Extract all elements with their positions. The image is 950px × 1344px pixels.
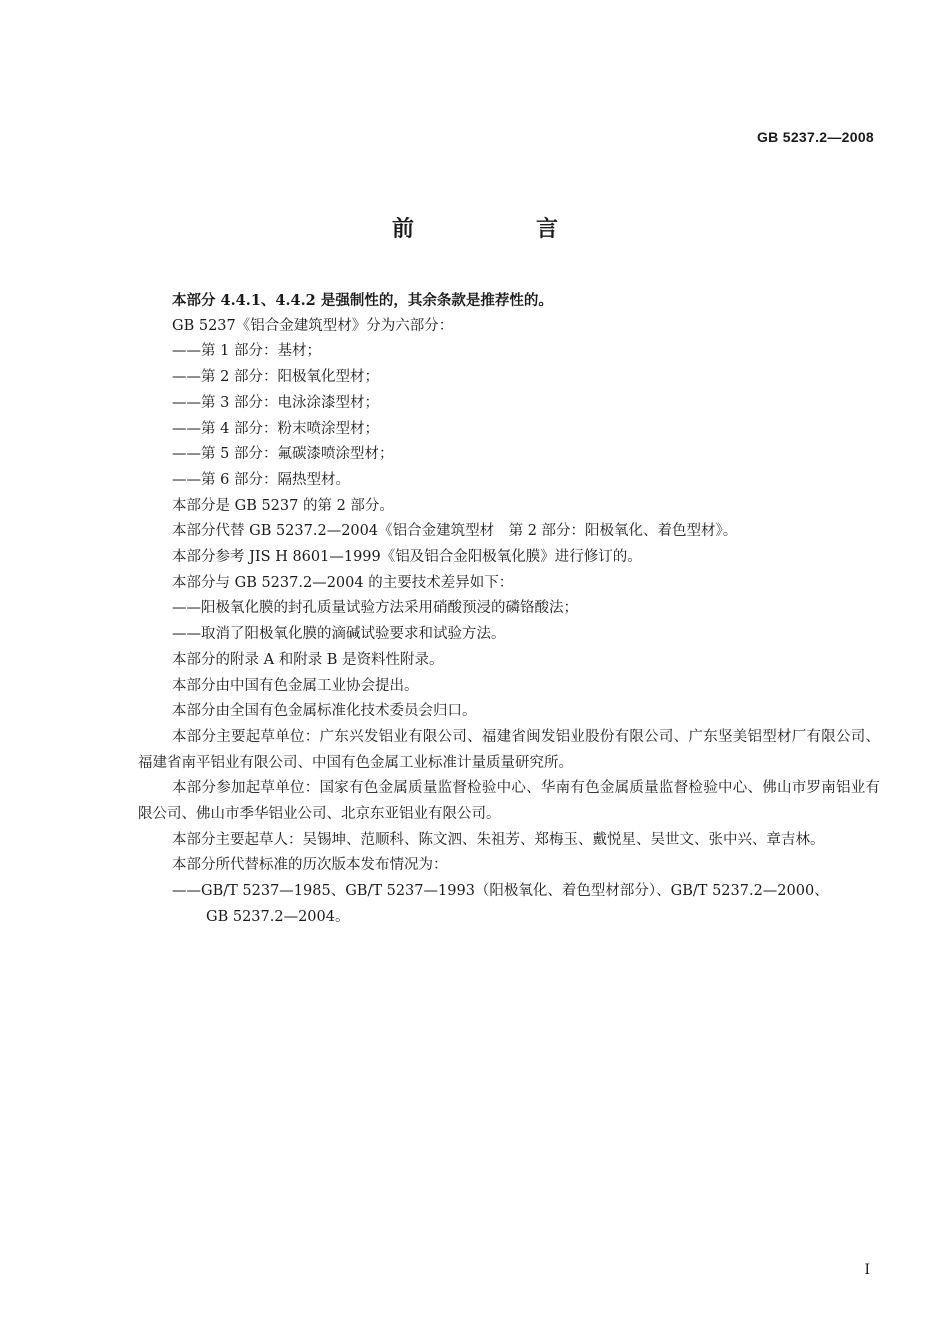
list-item-part-1: ——第 1 部分：基材； [172, 343, 321, 360]
list-item-difference-2: ——取消了阳极氧化膜的滴碱试验要求和试验方法。 [172, 626, 506, 643]
list-item-part-6: ——第 6 部分：隔热型材。 [172, 471, 350, 488]
history-line-1: ——GB/T 5237—1985、GB/T 5237—1993（阳极氧化、着色型材部分）、GB/T 5237.2—2000、 [172, 883, 829, 900]
paragraph-annexes: 本部分的附录 A 和附录 B 是资料性附录。 [172, 651, 444, 668]
paragraph-reference: 本部分参考 JIS H 8601—1999《铝及铝合金阳极氧化膜》进行修订的。 [172, 549, 642, 566]
paragraph-main-drafting-units: 本部分主要起草单位：广东兴发铝业有限公司、福建省闽发铝业股份有限公司、广东坚美铝型材厂有限公司、福建省南平铝业有限公司、中国有色金属工业标准计量质量研究所。 [138, 728, 880, 771]
paragraph-main-drafters: 本部分主要起草人：吴锡坤、范顺科、陈文泗、朱祖芳、郑梅玉、戴悦星、吴世文、张中兴、章吉林。 [172, 831, 825, 848]
list-item-part-2: ——第 2 部分：阳极氧化型材； [172, 369, 379, 386]
paragraph-this-part: 本部分是 GB 5237 的第 2 部分。 [172, 497, 394, 514]
paragraph-history-intro: 本部分所代替标准的历次版本发布情况为： [172, 857, 448, 874]
foreword-body [138, 288, 880, 931]
history-list-item [138, 879, 880, 930]
history-line-2: GB 5237.2—2004。 [206, 908, 350, 925]
paragraph-parts-intro: GB 5237《铝合金建筑型材》分为六部分： [172, 317, 454, 334]
list-item-part-5: ——第 5 部分：氟碳漆喷涂型材； [172, 446, 394, 463]
standard-code: GB 5237.2—2008 [756, 129, 874, 145]
page-title: 前 言 [391, 217, 608, 242]
paragraph-centralized-by: 本部分由全国有色金属标准化技术委员会归口。 [172, 703, 477, 720]
list-item-part-3: ——第 3 部分：电泳涂漆型材； [172, 394, 379, 411]
paragraph-proposed-by: 本部分由中国有色金属工业协会提出。 [172, 677, 419, 694]
paragraph-mandatory-clauses: 本部分 4.4.1、4.4.2 是强制性的，其余条款是推荐性的。 [172, 292, 553, 309]
page-number: I [864, 1262, 870, 1278]
paragraph-participating-units: 本部分参加起草单位：国家有色金属质量监督检验中心、华南有色金属质量监督检验中心、佛山市罗南铝业有限公司、佛山市季华铝业公司、北京东亚铝业有限公司。 [138, 780, 880, 823]
paragraph-replaces: 本部分代替 GB 5237.2—2004《铝合金建筑型材 第 2 部分：阳极氧化、着色型材》。 [172, 523, 738, 540]
list-item-part-4: ——第 4 部分：粉末喷涂型材； [172, 420, 379, 437]
paragraph-differences-intro: 本部分与 GB 5237.2—2004 的主要技术差异如下： [172, 574, 514, 591]
list-item-difference-1: ——阳极氧化膜的封孔质量试验方法采用硝酸预浸的磷铬酸法； [172, 600, 578, 617]
